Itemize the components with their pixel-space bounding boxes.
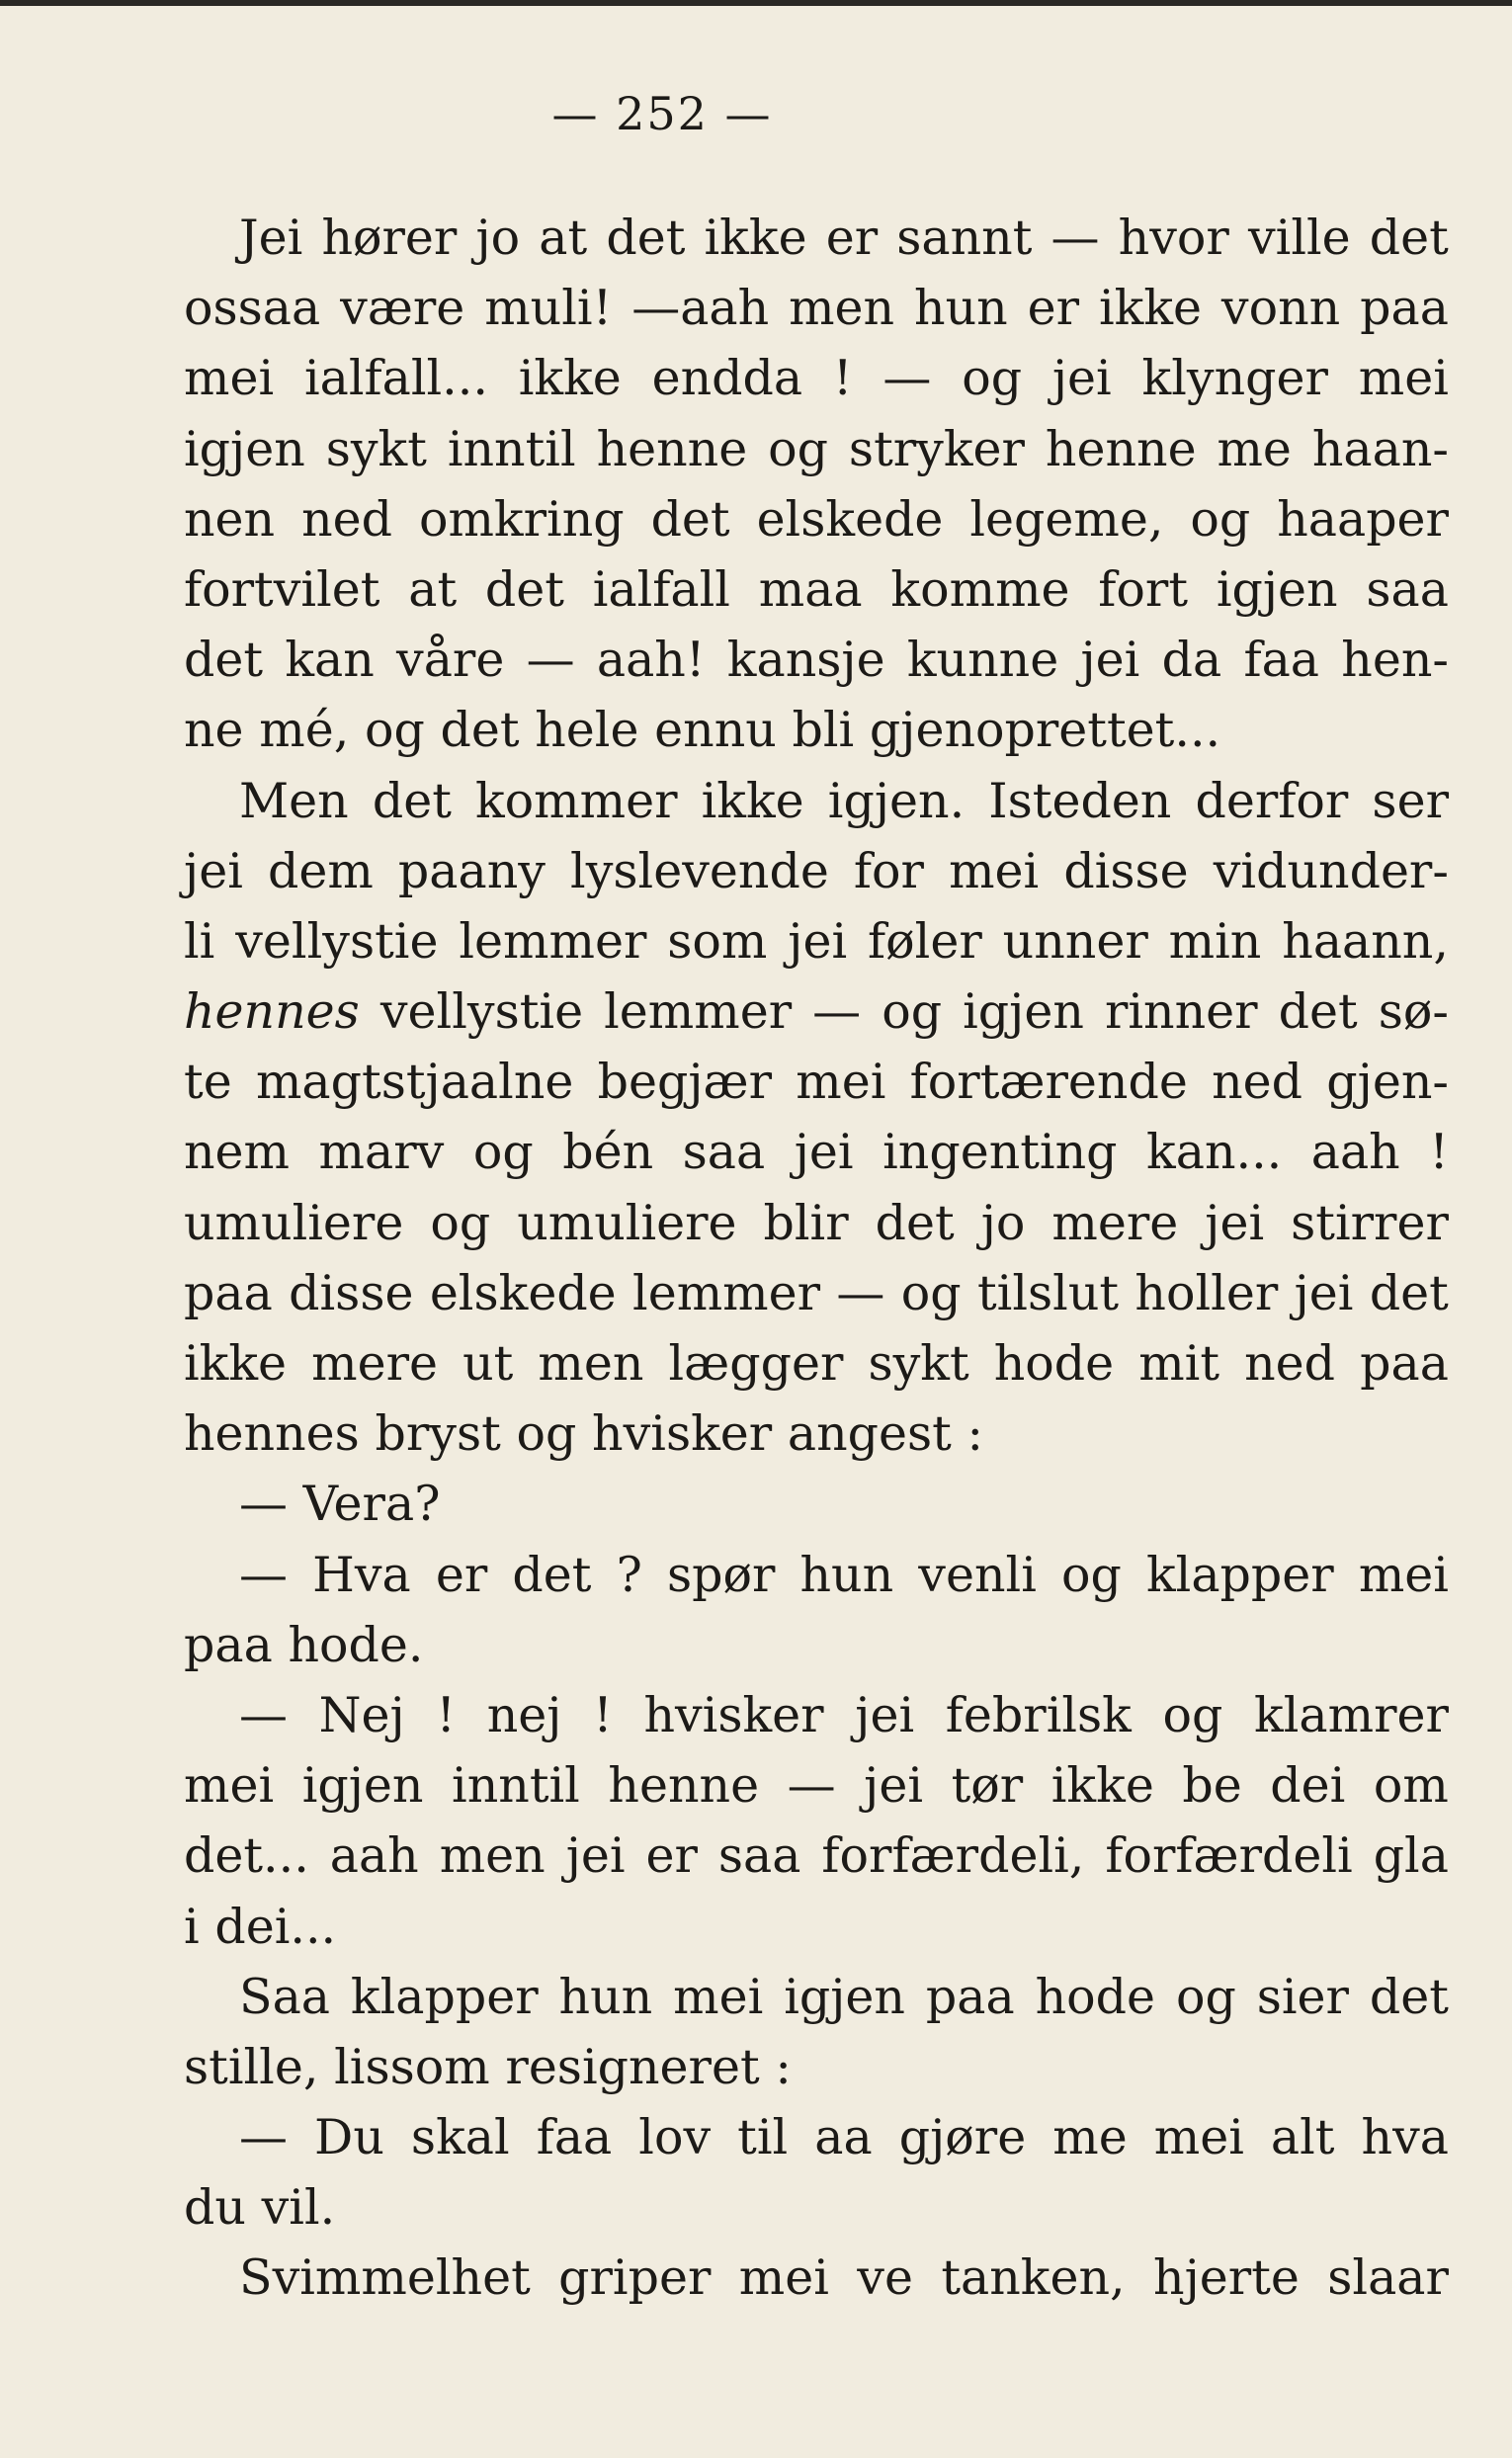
text-line: ossaa være muli! —aah men hun er ikke vonn paa [184, 280, 1449, 337]
text-line: — Du skal faa lov til aa gjøre me mei alt hva [239, 2109, 1449, 2166]
text-line: igjen sykt inntil henne og stryker henne me haan- [184, 420, 1449, 477]
page-top-edge [0, 0, 1512, 6]
text-line: — Hva er det ? spør hun venli og klapper mei [239, 1546, 1449, 1603]
text-line: mei igjen inntil henne — jei tør ikke be dei om [184, 1757, 1449, 1815]
text-line: te magtstjaalne begjær mei fortærende ned gjen- [184, 1054, 1449, 1111]
page-number: — 252 — [551, 87, 773, 140]
emphasized-word: hennes [184, 983, 360, 1041]
text-line: i dei... [184, 1898, 337, 1955]
text-line: paa disse elskede lemmer — og tilslut holler jei det [184, 1264, 1449, 1321]
text-line: Saa klapper hun mei igjen paa hode og sier det [239, 1968, 1449, 2025]
text-line: paa hode. [184, 1616, 424, 1673]
text-line: nen ned omkring det elskede legeme, og haaper [184, 490, 1449, 548]
text-line: mei ialfall... ikke endda ! — og jei klynger mei [184, 350, 1449, 407]
text-line: li vellystie lemmer som jei føler unner min haann, [184, 912, 1449, 970]
text-line: Svimmelhet griper mei ve tanken, hjerte slaar [239, 2249, 1449, 2307]
text-line: du vil. [184, 2179, 336, 2237]
page-text-body [184, 203, 1449, 2314]
text-line: — Nej ! nej ! hvisker jei febrilsk og klamrer [239, 1686, 1449, 1743]
text-line: hennes vellystie lemmer — og igjen rinner det sø- [184, 976, 1449, 1047]
text-line: det... aah men jei er saa forfærdeli, forfærdeli gla [184, 1827, 1449, 1885]
text-line: ikke mere ut men lægger sykt hode mit ned paa [184, 1335, 1449, 1392]
text-line: fortvilet at det ialfall maa komme fort igjen saa [184, 560, 1449, 618]
text-line: Jei hører jo at det ikke er sannt — hvor ville det [239, 210, 1449, 266]
text-line: stille, lissom resigneret : [184, 2038, 792, 2095]
text-line: jei dem paany lyslevende for mei disse vidunder- [184, 842, 1449, 899]
text-line: ne mé, og det hele ennu bli gjenoprettet... [184, 702, 1221, 759]
text-line: nem marv og bén saa jei ingenting kan... aah ! [184, 1124, 1449, 1181]
text-line: — Vera? [239, 1476, 441, 1533]
text-line: det kan våre — aah! kansje kunne jei da faa hen- [184, 632, 1449, 689]
text-line: hennes bryst og hvisker angest : [184, 1405, 984, 1463]
text-line: umuliere og umuliere blir det jo mere jei stirrer [184, 1194, 1449, 1251]
text-line: Men det kommer ikke igjen. Isteden derfor ser [239, 772, 1449, 829]
